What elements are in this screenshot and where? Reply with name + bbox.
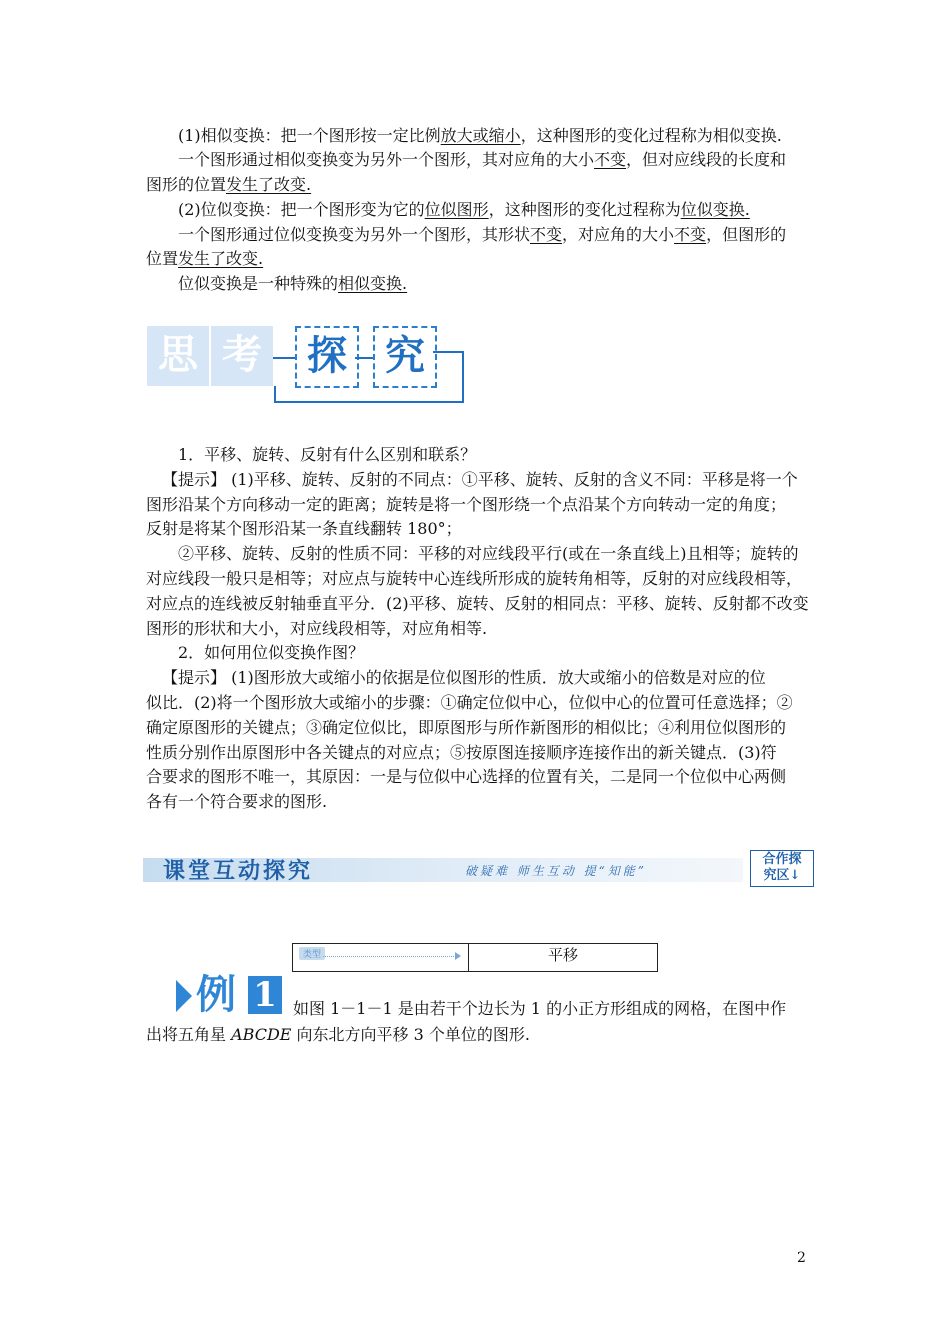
hint-2-line-3: 确定原图形的关键点；③确定位似比，即原图形与所作新图形的相似比；④利用位似图形的 bbox=[146, 718, 787, 737]
text: 位置 bbox=[146, 249, 179, 268]
banner-frame-lines bbox=[147, 326, 467, 404]
example-number: 1 bbox=[248, 976, 282, 1014]
underlined-answer: 位似变换. bbox=[680, 200, 750, 219]
hint-2-line-1: 【提示】 (1)图形放大或缩小的依据是位似图形的性质．放大或缩小的倍数是对应的位 bbox=[162, 668, 766, 687]
text: ，这种图形的变化过程称为相似变换. bbox=[520, 126, 782, 145]
hint-2-line-2: 似比．(2)将一个图形放大或缩小的步骤：①确定位似中心，位似中心的位置可任意选择；② bbox=[146, 693, 793, 712]
tag-line-2: 究区↓ bbox=[763, 868, 801, 883]
think-explore-banner bbox=[147, 326, 467, 404]
text: ，这种图形的变化过程称为 bbox=[488, 200, 681, 219]
text: ，但图形的 bbox=[706, 225, 787, 244]
intro-line-1 bbox=[178, 126, 782, 146]
hint-1-line-4: ②平移、旋转、反射的性质不同：平移的对应线段平行(或在一条直线上)且相等；旋转的 bbox=[178, 544, 799, 563]
text: (2)位似变换：把一个图形变为它的 bbox=[178, 200, 425, 219]
underlined-answer: 不变 bbox=[530, 225, 563, 244]
example-line-2 bbox=[146, 1025, 530, 1045]
underlined-answer: 发生了改变. bbox=[226, 175, 312, 194]
hint-1-line-1: 【提示】 (1)平移、旋转、反射的不同点：①平移、旋转、反射的含义不同：平移是将一个 bbox=[162, 470, 798, 489]
example-line-1: 如图 1－1－1 是由若干个边长为 1 的小正方形组成的网格，在图中作 bbox=[293, 999, 787, 1018]
banner-char-2: 考 bbox=[211, 326, 273, 386]
triangle-icon bbox=[176, 980, 192, 1012]
classroom-explore-banner bbox=[143, 850, 815, 888]
intro-line-3 bbox=[146, 175, 311, 195]
example-badge bbox=[176, 970, 286, 1020]
text: 出将五角星 bbox=[146, 1025, 232, 1044]
type-table bbox=[292, 943, 658, 972]
banner-title: 课堂互动探究 bbox=[163, 858, 314, 884]
underlined-answer: 放大或缩小 bbox=[440, 126, 521, 145]
arrow-line bbox=[323, 956, 458, 957]
underlined-answer: 位似图形 bbox=[424, 200, 489, 219]
hint-1-line-7: 图形的形状和大小，对应线段相等，对应角相等. bbox=[146, 619, 488, 638]
question-2: 2．如何用位似变换作图？ bbox=[178, 643, 365, 662]
text: ，对应角的大小 bbox=[562, 225, 675, 244]
type-tag: 类型 bbox=[299, 947, 325, 960]
intro-line-4 bbox=[178, 200, 750, 220]
hint-1-line-5: 对应线段一般只是相等；对应点与旋转中心连线所形成的旋转角相等，反射的对应线段相等， bbox=[146, 569, 803, 588]
hint-2-line-5: 合要求的图形不唯一，其原因：一是与位似中心选择的位置有关，二是同一个位似中心两侧 bbox=[146, 767, 787, 786]
example-label: 例 bbox=[196, 971, 236, 1018]
intro-line-6 bbox=[146, 249, 263, 269]
arrow-icon bbox=[455, 952, 461, 960]
banner-subtitle: 破疑难 师生互动 提“知能” bbox=[465, 864, 647, 878]
intro-line-7 bbox=[178, 274, 407, 294]
type-value-cell: 平移 bbox=[547, 946, 578, 964]
hint-1-line-3: 反射是将某个图形沿某一条直线翻转 180°； bbox=[146, 519, 462, 538]
text: 向东北方向平移 3 个单位的图形. bbox=[291, 1025, 530, 1044]
page-number: 2 bbox=[797, 1250, 806, 1266]
tag-line-1: 合作探 bbox=[762, 852, 802, 867]
underlined-answer: 相似变换. bbox=[338, 274, 408, 293]
hint-1-line-6: 对应点的连线被反射轴垂直平分．(2)平移、旋转、反射的相同点：平移、旋转、反射都不改变 bbox=[146, 594, 809, 613]
text: 一个图形通过位似变换变为另外一个图形，其形状 bbox=[178, 225, 531, 244]
hint-2-line-4: 性质分别作出原图形中各关键点的对应点；⑤按原图连接顺序连接作出的新关键点．(3)符 bbox=[146, 743, 777, 762]
text: ，但对应线段的长度和 bbox=[626, 150, 787, 169]
question-1: 1．平移、旋转、反射有什么区别和联系？ bbox=[178, 445, 477, 464]
hint-1-line-2: 图形沿某个方向移动一定的距离；旋转是将一个图形绕一个点沿某个方向转动一定的角度； bbox=[146, 495, 787, 514]
cooperation-zone-tag bbox=[750, 850, 814, 887]
banner-char-4: 究 bbox=[373, 326, 437, 388]
underlined-answer: 不变 bbox=[594, 150, 627, 169]
intro-line-2 bbox=[178, 150, 786, 170]
underlined-answer: 发生了改变. bbox=[178, 249, 264, 268]
text: 图形的位置 bbox=[146, 175, 227, 194]
banner-char-1: 思 bbox=[147, 326, 209, 386]
intro-line-5 bbox=[178, 225, 786, 245]
banner-char-3: 探 bbox=[295, 326, 359, 388]
underlined-answer: 不变 bbox=[674, 225, 707, 244]
text: 一个图形通过相似变换变为另外一个图形，其对应角的大小 bbox=[178, 150, 595, 169]
text: 位似变换是一种特殊的 bbox=[178, 274, 339, 293]
type-cell bbox=[293, 944, 469, 971]
hint-2-line-6: 各有一个符合要求的图形. bbox=[146, 792, 328, 811]
shape-name: ABCDE bbox=[231, 1025, 292, 1044]
text: (1)相似变换：把一个图形按一定比例 bbox=[178, 126, 441, 145]
